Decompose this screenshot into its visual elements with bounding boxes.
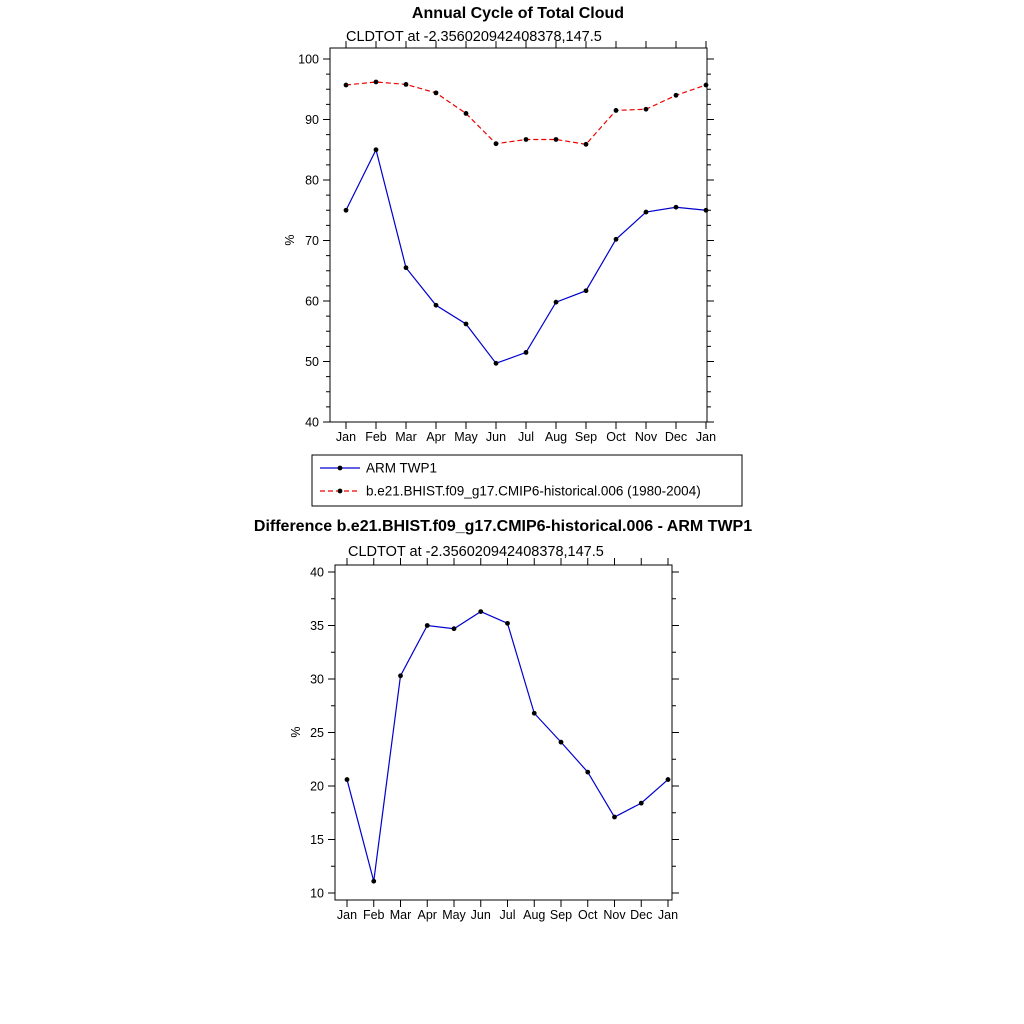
svg-text:20: 20 [310, 779, 324, 794]
svg-text:80: 80 [305, 173, 319, 188]
svg-text:Feb: Feb [365, 430, 387, 444]
svg-text:May: May [454, 430, 478, 444]
svg-text:Jan: Jan [336, 908, 358, 922]
svg-text:Jan: Jan [335, 430, 357, 444]
chart1-y-axis-label: % [283, 234, 297, 246]
svg-text:Aug: Aug [523, 908, 546, 922]
svg-text:Oct: Oct [578, 908, 598, 922]
svg-text:Jul: Jul [499, 908, 516, 922]
svg-text:Jul: Jul [518, 430, 534, 444]
svg-text:35: 35 [310, 619, 324, 633]
svg-text:May: May [442, 908, 466, 922]
svg-text:100: 100 [298, 52, 319, 67]
chart2-y-axis-label: % [289, 726, 303, 738]
svg-text:Jun: Jun [470, 908, 491, 922]
svg-text:Nov: Nov [603, 908, 626, 922]
svg-text:50: 50 [305, 355, 319, 369]
svg-text:30: 30 [310, 672, 324, 687]
svg-text:Oct: Oct [606, 430, 626, 444]
chart2-subtitle: CLDTOT at -2.356020942408378,147.5 [348, 544, 604, 560]
svg-text:Aug: Aug [544, 430, 568, 444]
chart2-title: Difference b.e21.BHIST.f09_g17.CMIP6-historical.006 - ARM TWP1 [253, 518, 753, 535]
svg-text:b.e21.BHIST.f09_g17.CMIP6-hist: b.e21.BHIST.f09_g17.CMIP6-historical.006 (1980-2004) [366, 483, 701, 499]
svg-text:Mar: Mar [389, 908, 412, 922]
svg-text:Jun: Jun [485, 430, 507, 444]
svg-text:70: 70 [305, 234, 319, 248]
svg-text:Jan: Jan [657, 908, 679, 922]
chart1-subtitle: CLDTOT at -2.356020942408378,147.5 [346, 29, 602, 45]
chart1-title: Annual Cycle of Total Cloud [411, 5, 625, 22]
chart1-plot-area [298, 41, 716, 444]
svg-text:ARM TWP1: ARM TWP1 [366, 460, 438, 476]
svg-text:Mar: Mar [395, 430, 417, 444]
svg-text:Jan: Jan [695, 430, 717, 444]
svg-text:Dec: Dec [630, 908, 653, 922]
svg-text:Apr: Apr [417, 908, 437, 922]
svg-text:Sep: Sep [549, 908, 573, 922]
svg-text:10: 10 [310, 886, 324, 901]
svg-text:60: 60 [305, 294, 319, 309]
svg-text:Apr: Apr [426, 430, 446, 444]
svg-text:90: 90 [305, 113, 319, 127]
svg-text:Sep: Sep [574, 430, 598, 444]
svg-text:15: 15 [310, 833, 324, 847]
chart2-plot-area [310, 558, 679, 922]
svg-text:40: 40 [305, 415, 319, 430]
svg-text:Feb: Feb [362, 908, 385, 922]
chart1-legend [312, 455, 742, 506]
svg-text:40: 40 [310, 565, 324, 580]
svg-text:Nov: Nov [634, 430, 658, 444]
svg-text:25: 25 [310, 726, 324, 740]
svg-text:Dec: Dec [664, 430, 688, 444]
